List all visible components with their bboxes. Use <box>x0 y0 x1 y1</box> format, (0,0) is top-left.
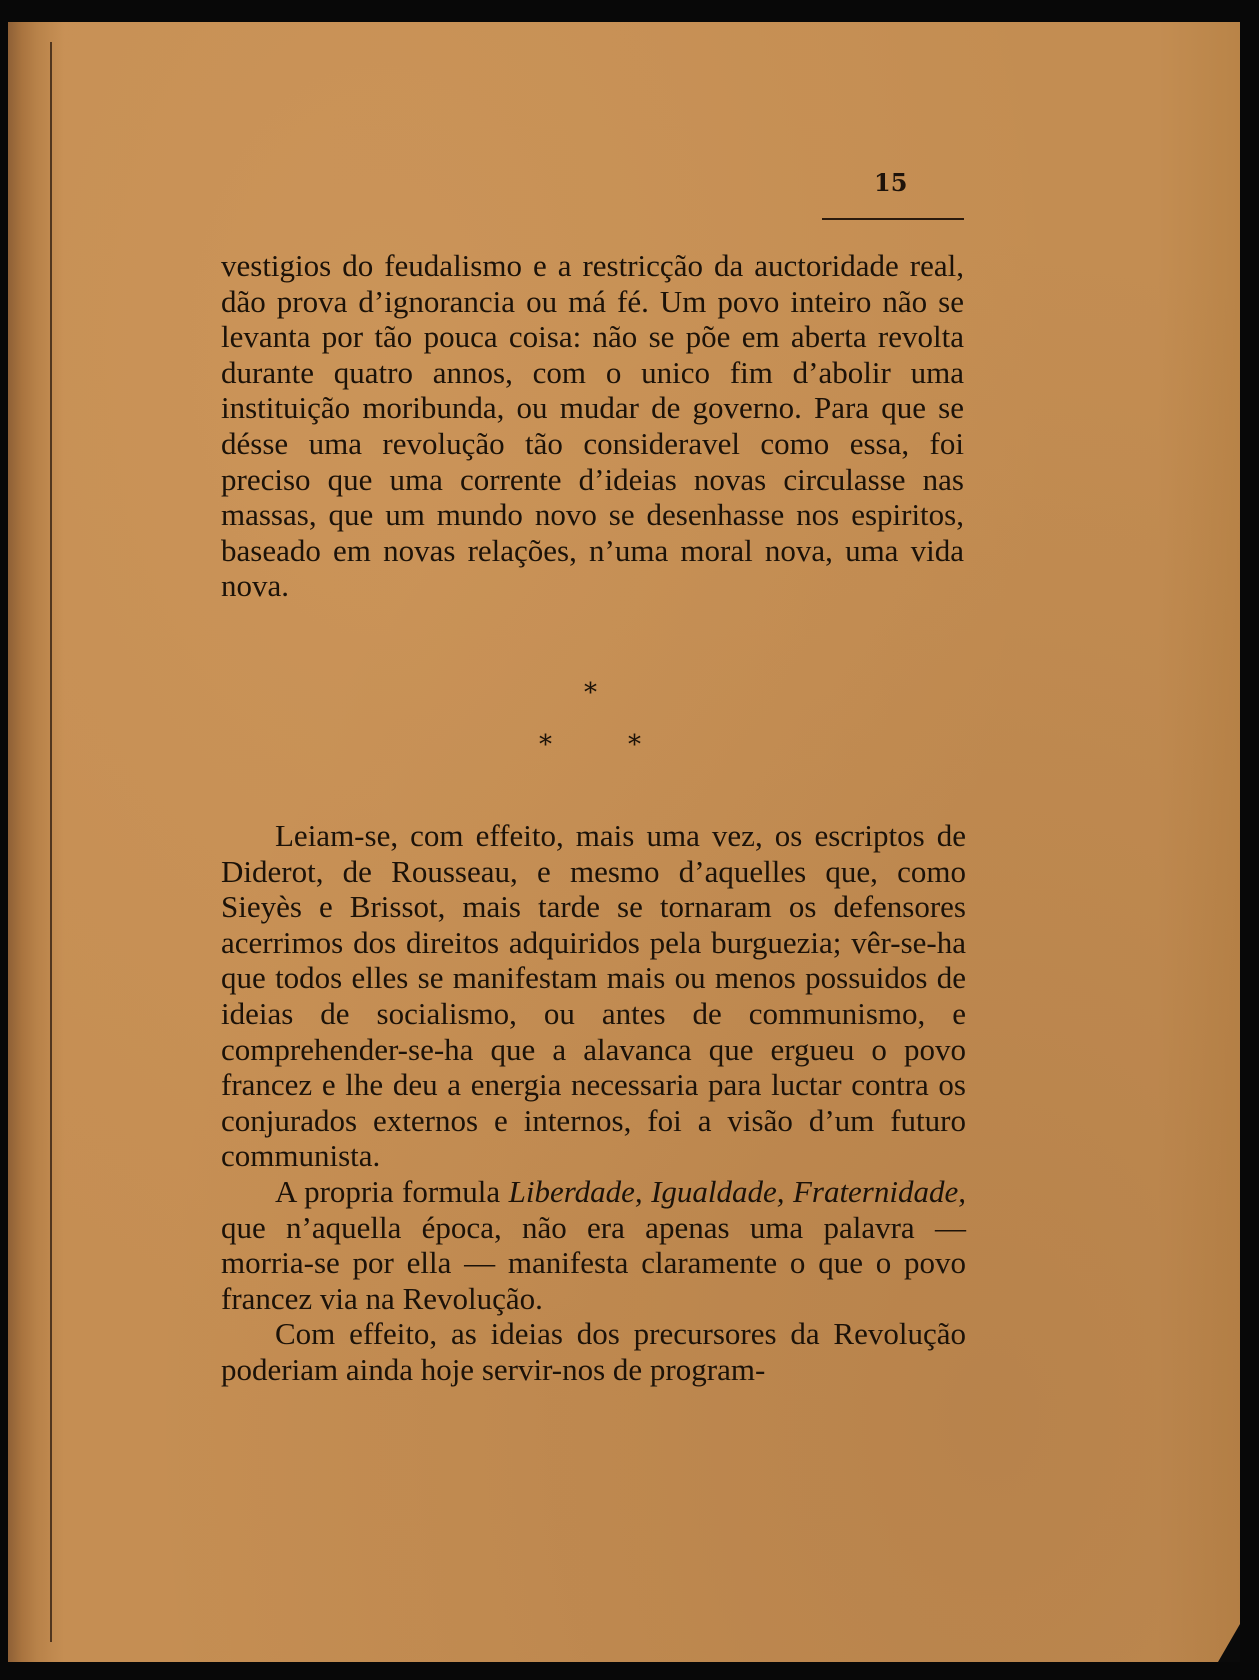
paragraph-3-end: que n’aquella época, não era apenas uma palavra — morria-se por ella — manifesta claramente o que o povo francez via na Revolução. <box>221 1209 966 1316</box>
paragraph-2: Leiam-se, com effeito, mais uma vez, os escriptos de Diderot, de Rousseau, e mesmo d’aquelles que, como Sieyès e Brissot, mais tarde se tornaram os defensores acerrimos dos direitos adquiridos pela burguezia; vêr-se-ha que todos elles se manifestam mais ou menos possuidos de ideias de socialismo, ou antes de communismo, e comprehender-se-ha que a alavanca que ergueu o povo francez e lhe deu a energia necessaria para luctar contra os conjurados externos e internos, foi a visão d’um futuro communista. <box>221 818 966 1174</box>
page-number: 15 <box>874 168 908 197</box>
asterism-star-right: * <box>628 730 641 760</box>
paragraph-4: Com effeito, as ideias dos precursores da Revolução poderiam ainda hoje servir-nos de program- <box>221 1316 966 1387</box>
header-rule <box>822 218 964 220</box>
text-block-top <box>221 248 964 604</box>
paragraph-1: vestigios do feudalismo e a restricção da auctoridade real, dão prova d’ignorancia ou má fé. Um povo inteiro não se levanta por tão pouca coisa: não se põe em aberta revolta durante quatro annos, com o unico fim d’abolir uma instituição moribunda, ou mudar de governo. Para que se désse uma revolução tão consideravel como essa, foi preciso que uma corrente d’ideias novas circulasse nas massas, que um mundo novo se desenhasse nos espiritos, baseado em novas relações, n’uma moral nova, uma vida nova. <box>221 248 964 604</box>
asterism-star-left: * <box>539 730 552 760</box>
paragraph-3 <box>221 1174 966 1316</box>
text-block-bottom <box>221 818 966 1388</box>
revolutionary-motto: Liberdade, Igualdade, Fraternidade, <box>508 1173 966 1209</box>
binding-shadow <box>8 22 64 1662</box>
torn-corner <box>1218 1624 1240 1662</box>
binding-edge <box>50 42 52 1642</box>
asterism-star-top: * <box>584 678 597 708</box>
paragraph-3-start: A propria formula <box>275 1173 509 1209</box>
